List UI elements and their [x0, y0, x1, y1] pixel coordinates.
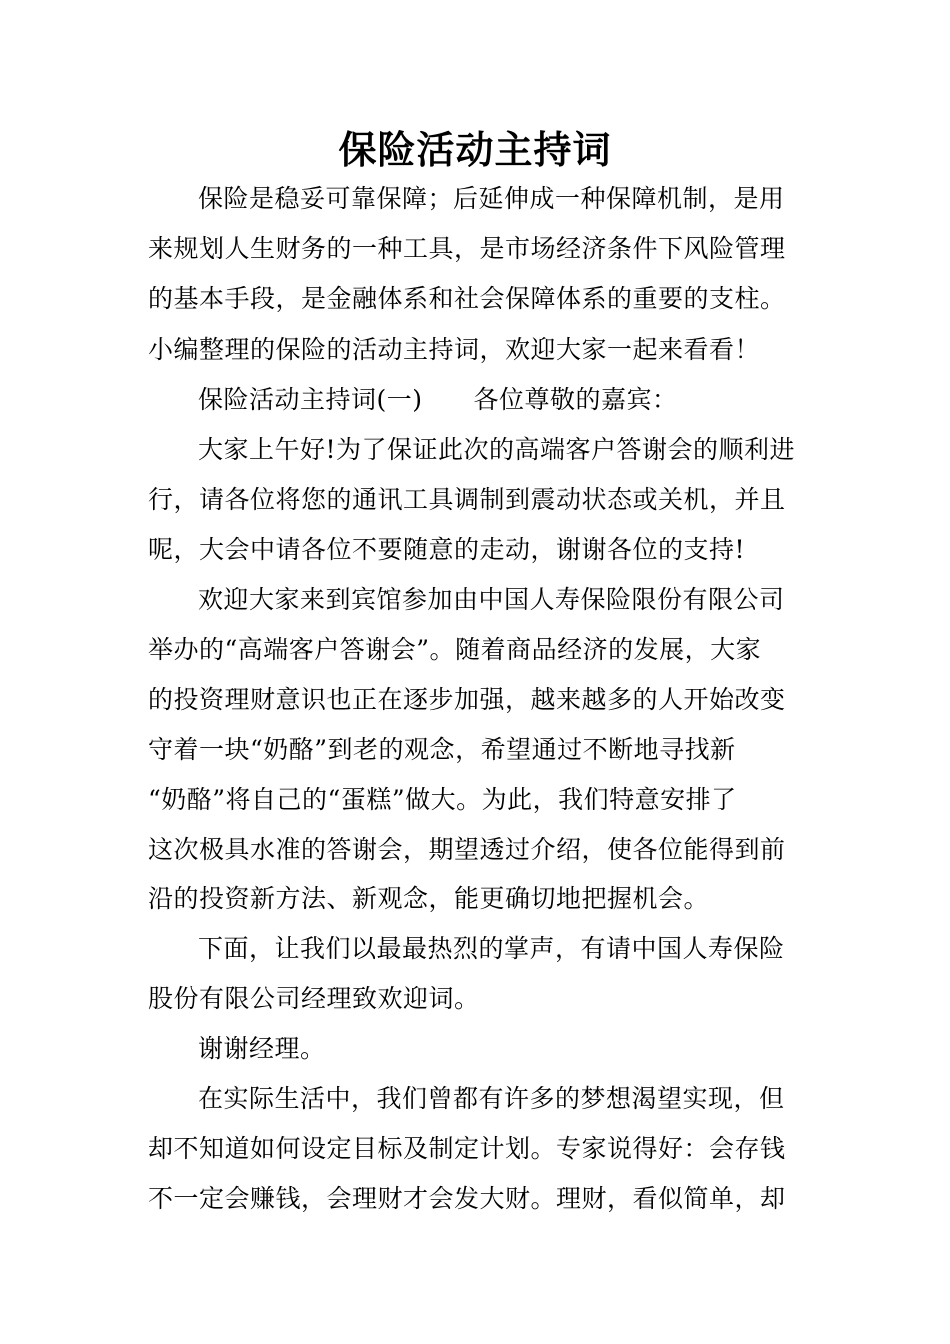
- text-line: 在实际生活中，我们曾都有许多的梦想渴望实现，但: [198, 1084, 785, 1113]
- text-line: 的基本手段，是金融体系和社会保障体系的重要的支柱。: [148, 284, 786, 313]
- text-line: 的投资理财意识也正在逐步加强，越来越多的人开始改变: [148, 685, 786, 714]
- text-line: 欢迎大家来到宾馆参加由中国人寿保险限份有限公司: [198, 585, 785, 614]
- text-line: 呢，大会中请各位不要随意的走动，谢谢各位的支持!: [148, 535, 746, 564]
- text-line: “奶酪”将自己的“蛋糕”做大。为此，我们特意安排了: [148, 785, 737, 814]
- text-line: 举办的“高端客户答谢会”。随着商品经济的发展，大家: [148, 635, 762, 664]
- document-title: 保险活动主持词: [338, 127, 612, 172]
- text-line: 沿的投资新方法、新观念，能更确切地把握机会。: [148, 884, 710, 913]
- text-line: 这次极具水准的答谢会，期望透过介绍，使各位能得到前: [148, 835, 786, 864]
- text-line: 小编整理的保险的活动主持词，欢迎大家一起来看看！: [148, 335, 761, 364]
- text-line: 却不知道如何设定目标及制定计划。专家说得好：会存钱: [148, 1134, 786, 1163]
- text-line: 保险活动主持词(一) 各位尊敬的嘉宾：: [198, 385, 678, 414]
- text-line: 行，请各位将您的通讯工具调制到震动状态或关机，并且: [148, 485, 786, 514]
- text-line: 守着一块“奶酪”到老的观念，希望通过不断地寻找新: [148, 735, 736, 764]
- text-line: 不一定会赚钱，会理财才会发大财。理财，看似简单，却: [148, 1184, 786, 1213]
- text-line: 大家上午好!为了保证此次的高端客户答谢会的顺利进: [198, 435, 796, 464]
- text-line: 股份有限公司经理致欢迎词。: [148, 984, 480, 1013]
- text-line: 下面，让我们以最最热烈的掌声，有请中国人寿保险: [198, 934, 785, 963]
- text-line: 谢谢经理。: [198, 1034, 326, 1063]
- text-line: 来规划人生财务的一种工具，是市场经济条件下风险管理: [148, 234, 786, 263]
- text-line: 保险是稳妥可靠保障；后延伸成一种保障机制，是用: [198, 184, 785, 213]
